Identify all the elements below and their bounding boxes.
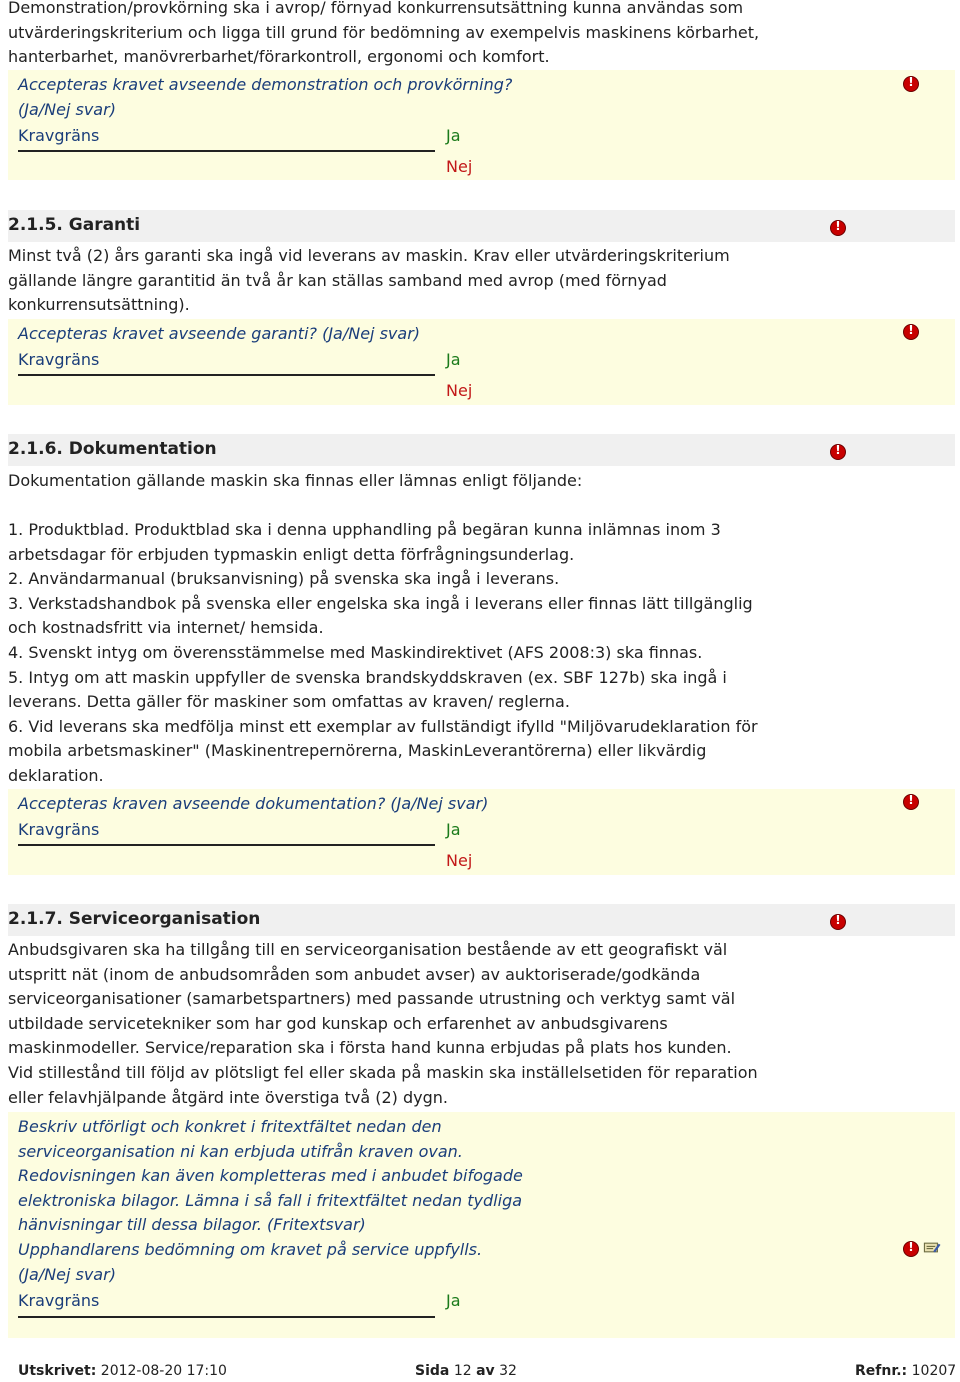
text-line: serviceorganisationer (samarbetspartners) med passande utrustning och verktyg samt väl (8, 989, 736, 1009)
question-line: Upphandlarens bedömning om kravet på service uppfylls. (18, 1239, 483, 1259)
question-box-garanti (8, 319, 955, 405)
footer-page-total: 32 (499, 1363, 517, 1379)
kravgrans-line (18, 1316, 435, 1318)
text-line: leverans. Detta gäller för maskiner som omfattas av kraven/ reglerna. (8, 692, 570, 712)
kravgrans-label: Kravgräns (18, 350, 100, 369)
text-line: och kostnadsfritt via internet/ hemsida. (8, 618, 324, 638)
question-text (18, 73, 818, 122)
question-line: hänvisningar till dessa bilagor. (Fritextsvar) (18, 1215, 366, 1235)
text-line: Minst två (2) års garanti ska ingå vid leverans av maskin. Krav eller utvärderingskriterium (8, 246, 730, 265)
dokumentation-intro: Dokumentation gällande maskin ska finnas eller lämnas enligt följande: (8, 471, 583, 490)
text-line: eller felavhjälpande åtgärd inte överstiga två (2) dygn. (8, 1087, 448, 1107)
text-line: mobila arbetsmaskiner" (Maskinentrepernörerna, MaskinLeverantörerna) eller likvärdig (8, 741, 707, 761)
text-line: Vid stillestånd till följd av plötsligt fel eller skada på maskin ska inställelsetiden för reparation (8, 1062, 758, 1082)
warning-icon (903, 794, 919, 810)
warning-icon (830, 220, 846, 236)
answer-nej[interactable]: Nej (446, 381, 473, 400)
kravgrans-label: Kravgräns (18, 1291, 100, 1310)
text-line: deklaration. (8, 765, 104, 785)
text-line: utspritt nät (inom de anbudsområden som anbudet avser) av auktoriserade/godkända (8, 964, 701, 984)
question-text: Accepteras kraven avseende dokumentation? (Ja/Nej svar) (18, 794, 489, 813)
footer-page-current: 12 (453, 1363, 472, 1379)
question-line: (Ja/Nej svar) (18, 99, 116, 119)
answer-ja[interactable]: Ja (446, 1291, 461, 1310)
footer-ref-label: Refnr.: (855, 1363, 908, 1379)
question-line: elektroniska bilagor. Lämna i så fall i fritextfältet nedan tydliga (18, 1190, 523, 1210)
kravgrans-label: Kravgräns (18, 820, 100, 839)
kravgrans-line (18, 844, 435, 846)
answer-nej[interactable]: Nej (446, 157, 473, 176)
warning-icon (903, 324, 919, 340)
question-box-service (8, 1112, 955, 1338)
answer-ja[interactable]: Ja (446, 820, 461, 839)
footer-printed-value: 2012-08-20 17:10 (100, 1363, 227, 1379)
note-icon (923, 1241, 941, 1254)
footer-page (415, 1363, 517, 1379)
kravgrans-label: Kravgräns (18, 126, 100, 145)
question-line: serviceorganisation ni kan erbjuda utifrån kraven ovan. (18, 1141, 463, 1161)
warning-icon (830, 914, 846, 930)
serviceorganisation-text (8, 938, 808, 1110)
question-text: Accepteras kravet avseende garanti? (Ja/Nej svar) (18, 324, 421, 343)
intro-line: Demonstration/provkörning ska i avrop/ förnyad konkurrensutsättning kunna användas som (8, 0, 744, 17)
question-line: Accepteras kravet avseende demonstration och provkörning? (18, 75, 513, 94)
text-line: arbetsdagar för erbjuden typmaskin enligt detta förfrågningsunderlag. (8, 544, 575, 564)
footer-page-label: Sida (415, 1363, 450, 1379)
question-text (18, 1115, 818, 1287)
answer-nej[interactable]: Nej (446, 851, 473, 870)
question-line: Beskriv utförligt och konkret i fritextfältet nedan den (18, 1117, 442, 1136)
question-box-demonstration (8, 70, 955, 180)
section-header-garanti (8, 210, 955, 242)
text-line: 4. Svenskt intyg om överensstämmelse med Maskindirektivet (AFS 2008:3) ska finnas. (8, 642, 703, 662)
answer-ja[interactable]: Ja (446, 350, 461, 369)
intro-line: utvärderingskriterium och ligga till grund för bedömning av exempelvis maskinens körbarhet, (8, 22, 760, 42)
section-header-dokumentation (8, 434, 955, 466)
warning-icon (903, 76, 919, 92)
footer-printed-label: Utskrivet: (18, 1363, 97, 1379)
text-line: 3. Verkstadshandbok på svenska eller engelska ska ingå i leverans eller finnas lätt tillgänglig (8, 593, 753, 613)
text-line: gällande längre garantitid än två år kan ställas samband med avrop (med förnyad (8, 270, 667, 290)
text-line: konkurrensutsättning). (8, 295, 190, 315)
footer-ref-value: 10207 (911, 1363, 957, 1379)
question-line: Redovisningen kan även kompletteras med i anbudet bifogade (18, 1166, 523, 1186)
text-line: 2. Användarmanual (bruksanvisning) på svenska ska ingå i leverans. (8, 569, 560, 589)
footer-page-of: av (476, 1363, 495, 1379)
intro-paragraph (8, 0, 808, 70)
text-line: 5. Intyg om att maskin uppfyller de svenska brandskyddskraven (ex. SBF 127b) ska ingå i (8, 667, 727, 687)
intro-line: hanterbarhet, manövrerbarhet/förarkontroll, ergonomi och komfort. (8, 47, 550, 67)
question-box-dokumentation (8, 789, 955, 875)
dokumentation-list (8, 518, 808, 789)
text-line: Anbudsgivaren ska ha tillgång till en serviceorganisation bestående av ett geografiskt väl (8, 940, 728, 959)
section-header-serviceorganisation (8, 904, 955, 936)
answer-ja[interactable]: Ja (446, 126, 461, 145)
section-title: 2.1.7. Serviceorganisation (8, 909, 261, 929)
text-line: 1. Produktblad. Produktblad ska i denna upphandling på begäran kunna inlämnas inom 3 (8, 520, 721, 539)
question-line: (Ja/Nej svar) (18, 1264, 116, 1284)
garanti-text (8, 244, 808, 318)
kravgrans-line (18, 150, 435, 152)
text-line: 6. Vid leverans ska medfölja minst ett exemplar av fullständigt ifylld "Miljövarudeklaration för (8, 716, 758, 736)
text-line: maskinmodeller. Service/reparation ska i första hand kunna erbjudas på plats hos kunden. (8, 1038, 732, 1058)
section-title: 2.1.5. Garanti (8, 215, 141, 235)
kravgrans-line (18, 374, 435, 376)
footer-ref (855, 1363, 956, 1379)
warning-icon (903, 1241, 919, 1257)
footer-printed (18, 1363, 227, 1379)
warning-icon (830, 444, 846, 460)
text-line: utbildade servicetekniker som har god kunskap och erfarenhet av anbudsgivarens (8, 1013, 668, 1033)
section-title: 2.1.6. Dokumentation (8, 439, 217, 459)
